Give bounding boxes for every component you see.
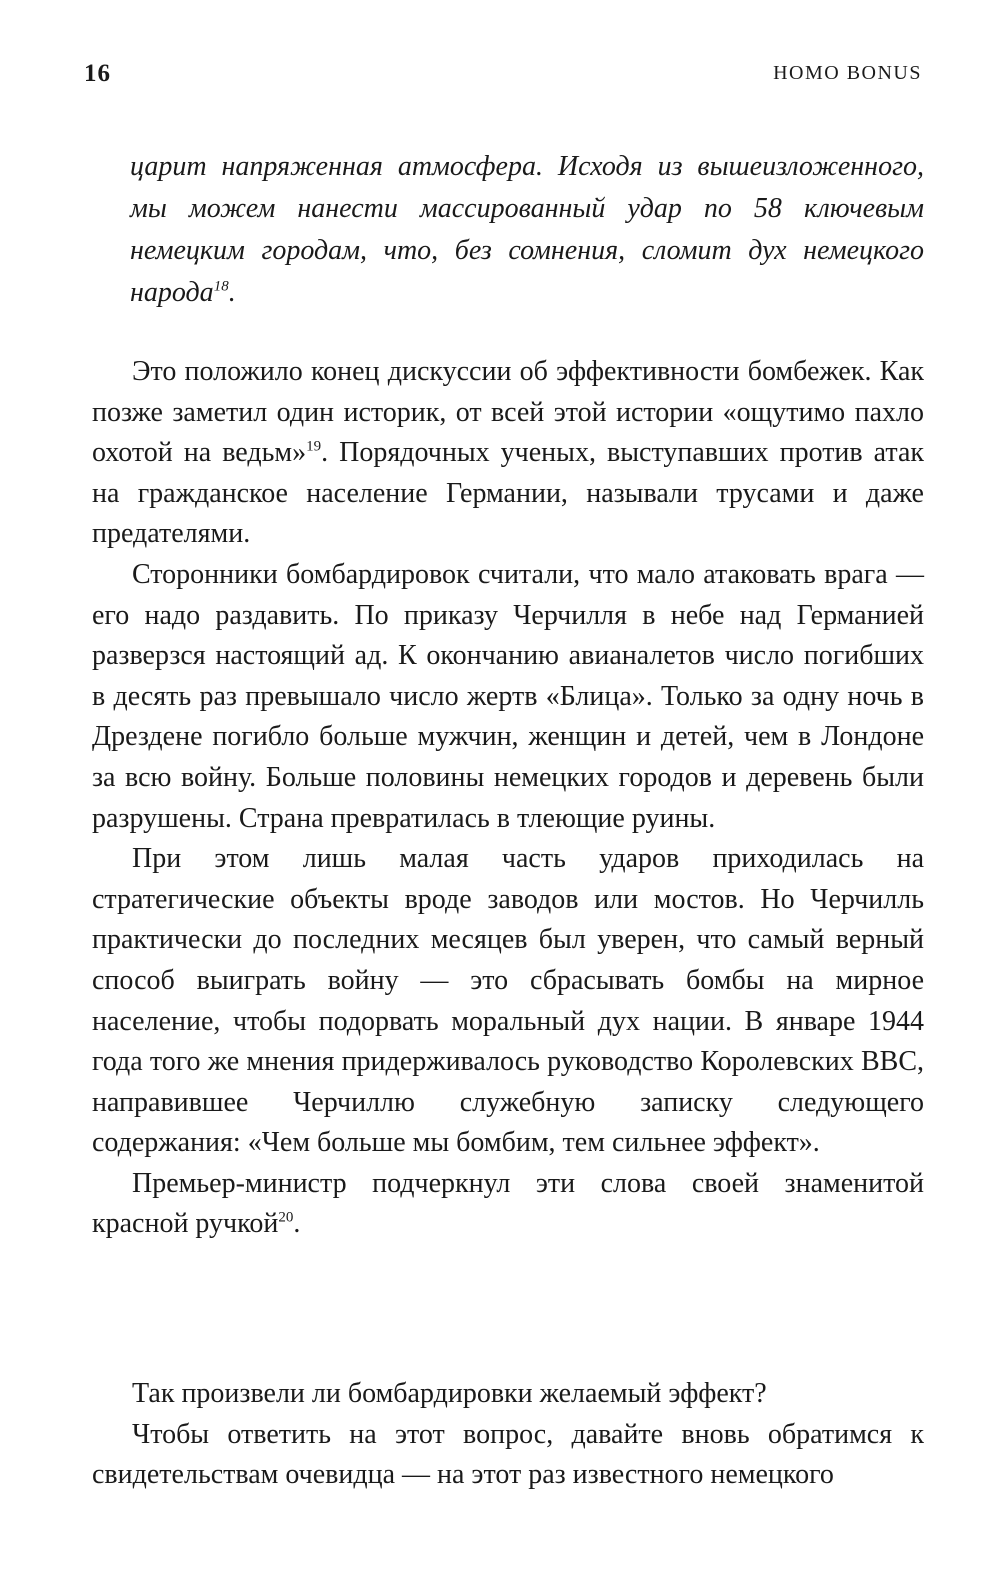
paragraph-5: Так произвели ли бомбардировки желаемый эффект?: [132, 1378, 767, 1409]
quote-paragraph: царит напряженная атмосфера. Исходя из вышеизложенного, мы можем нанести массированный удар по 58 ключевым немецким городам, что, без сомнения, сломит дух немецкого народа$^{18}$.: [130, 151, 924, 308]
block-quote: [130, 146, 924, 314]
paragraph-3: При этом лишь малая часть ударов приходилась на стратегические объекты вроде заводов или мостов. Но Черчилль практически до последних месяцев был уверен, что самый верный способ выиграть войну — это сбрасывать бомбы на мирное население, чтобы подорвать моральный дух нации. В январе 1944 года того же мнения придерживалось руководство Королевских ВВС, направившее Черчиллю служебную записку следующего содержания: «Чем больше мы бомбим, тем сильнее эффект».: [92, 843, 924, 1159]
footnote-ref-20: 20: [278, 1210, 294, 1227]
paragraph-4-text: Премьер-министр подчеркнул эти слова своей знаменитой красной ручкой: [92, 1167, 924, 1240]
quote-text: царит напряженная атмосфера. Исходя из вышеизложенного, мы можем нанести массированный удар по 58 ключевым немецким городам, что, без сомнения, сломит дух немецкого народа: [130, 151, 924, 308]
running-title: HOMO BONUS: [773, 62, 922, 84]
paragraph-1-text-a: Это положило конец дискуссии об эффективности бомбежек. Как позже заметил один историк, от всей этой истории «ощутимо пахло охотой на ведьм»: [92, 356, 924, 469]
paragraph-4-end: .: [293, 1208, 301, 1240]
footnote-ref-18: 18: [213, 278, 229, 295]
paragraph-2: Сторонники бомбардировок считали, что мало атаковать врага — его надо раздавить. По приказу Черчилля в небе над Германией разверзся настоящий ад. К окончанию авианалетов число погибших в десять раз превышало число жертв «Блица». Только за одну ночь в Дрездене погибло больше мужчин, женщин и детей, чем в Лондоне за всю войну. Больше половины немецких городов и деревень были разрушены. Страна превратилась в тлеющие руины.: [92, 558, 924, 834]
paragraph-4: [92, 1164, 924, 1245]
paragraph-1-text-b: . Порядочных ученых, выступавших против атак на гражданское население Германии, называли трусами и даже предателями.: [92, 437, 924, 550]
paragraph-1: [92, 352, 924, 555]
paragraph-6: Чтобы ответить на этот вопрос, давайте вновь обратимся к свидетельствам очевидца — на этот раз известного немецкого: [92, 1418, 924, 1491]
body-text: [92, 352, 924, 1245]
body-text-continued: [92, 1374, 924, 1496]
footnote-ref-19: 19: [306, 438, 322, 455]
page-number: 16: [84, 60, 111, 87]
